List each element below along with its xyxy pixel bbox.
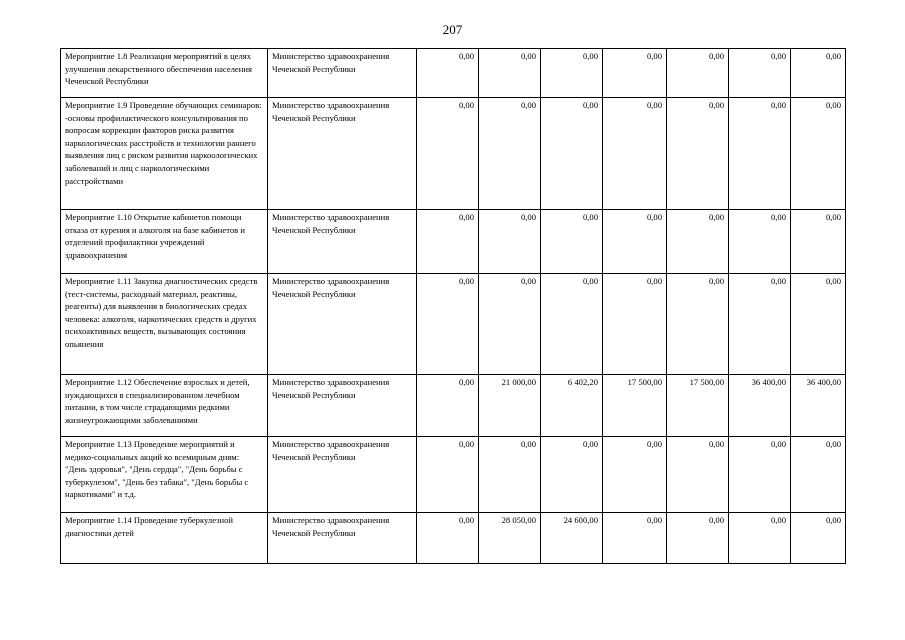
value-cell: 0,00 [729,274,791,375]
action-cell: Мероприятие 1.9 Проведение обучающих семинаров: -основы профилактического консультирования по вопросам коррекции факторов риска развития наркологических расстройств и технологии раннего выявления лиц с риском развития наркоологических заболеваний и лиц с наркологическими расстройствами [61,98,268,210]
table-row [61,437,846,513]
executor-cell: Министерство здравоохранения Чеченской Республики [268,210,417,274]
executor-cell: Министерство здравоохранения Чеченской Республики [268,513,417,564]
value-cell: 0,00 [667,437,729,513]
value-cell: 0,00 [729,49,791,98]
value-cell: 0,00 [603,210,667,274]
value-cell: 0,00 [791,513,846,564]
value-cell: 0,00 [417,49,479,98]
budget-table [60,48,846,564]
action-cell: Мероприятие 1.12 Обеспечение взрослых и детей, нуждающихся в специализированном лечебном питании, в том числе страдающими редкими жизнеугрожающими заболеваниями [61,375,268,437]
value-cell: 0,00 [729,210,791,274]
value-cell: 0,00 [417,210,479,274]
table-body [61,49,846,564]
value-cell: 0,00 [667,49,729,98]
value-cell: 0,00 [479,274,541,375]
table-row [61,375,846,437]
value-cell: 0,00 [603,513,667,564]
value-cell: 36 400,00 [791,375,846,437]
executor-cell: Министерство здравоохранения Чеченской Республики [268,375,417,437]
table-row [61,49,846,98]
value-cell: 28 050,00 [479,513,541,564]
value-cell: 0,00 [479,98,541,210]
value-cell: 0,00 [667,513,729,564]
value-cell: 0,00 [791,49,846,98]
value-cell: 0,00 [729,98,791,210]
table-row [61,274,846,375]
value-cell: 0,00 [417,98,479,210]
value-cell: 0,00 [479,437,541,513]
value-cell: 0,00 [479,49,541,98]
action-cell: Мероприятие 1.10 Открытие кабинетов помощи отказа от курения и алкоголя на базе кабинетов и отделений профилактики учреждений здравоохранения [61,210,268,274]
executor-cell: Министерство здравоохранения Чеченской Республики [268,49,417,98]
page-number: 207 [442,22,463,37]
executor-cell: Министерство здравоохранения Чеченской Республики [268,274,417,375]
value-cell: 0,00 [791,274,846,375]
action-cell: Мероприятие 1.8 Реализация мероприятий в целях улучшения лекарственного обеспечения населения Чеченской Республики [61,49,268,98]
value-cell: 0,00 [603,274,667,375]
value-cell: 0,00 [729,437,791,513]
action-cell: Мероприятие 1.14 Проведение туберкулезной диагностики детей [61,513,268,564]
table-row [61,98,846,210]
executor-cell: Министерство здравоохранения Чеченской Республики [268,98,417,210]
value-cell: 17 500,00 [667,375,729,437]
value-cell: 0,00 [417,437,479,513]
value-cell: 0,00 [541,274,603,375]
value-cell: 21 000,00 [479,375,541,437]
value-cell: 0,00 [667,274,729,375]
table-row [61,210,846,274]
value-cell: 0,00 [541,210,603,274]
value-cell: 36 400,00 [729,375,791,437]
action-cell: Мероприятие 1.13 Проведение мероприятий и медико-социальных акций ко всемирным дням: "День здоровья", "День сердца", "День борьбы с туберкулезом", "День без табака", "День борьбы с наркотиками" и т.д. [61,437,268,513]
value-cell: 0,00 [603,49,667,98]
value-cell: 0,00 [791,210,846,274]
value-cell: 0,00 [667,98,729,210]
value-cell: 0,00 [479,210,541,274]
executor-cell: Министерство здравоохранения Чеченской Республики [268,437,417,513]
value-cell: 0,00 [667,210,729,274]
value-cell: 0,00 [541,437,603,513]
value-cell: 0,00 [417,513,479,564]
value-cell: 0,00 [791,98,846,210]
value-cell: 0,00 [417,274,479,375]
value-cell: 0,00 [603,98,667,210]
value-cell: 24 600,00 [541,513,603,564]
table-row [61,513,846,564]
value-cell: 17 500,00 [603,375,667,437]
value-cell: 0,00 [729,513,791,564]
value-cell: 6 402,20 [541,375,603,437]
value-cell: 0,00 [791,437,846,513]
value-cell: 0,00 [417,375,479,437]
value-cell: 0,00 [603,437,667,513]
value-cell: 0,00 [541,49,603,98]
action-cell: Мероприятие 1.11 Закупка диагностических средств (тест-системы, расходный материал, реактивы, реагенты) для выявления в биологических средах человека: алкоголя, наркотических средств и других психоактивных веществ, вызывающих состояния опьянения [61,274,268,375]
value-cell: 0,00 [541,98,603,210]
